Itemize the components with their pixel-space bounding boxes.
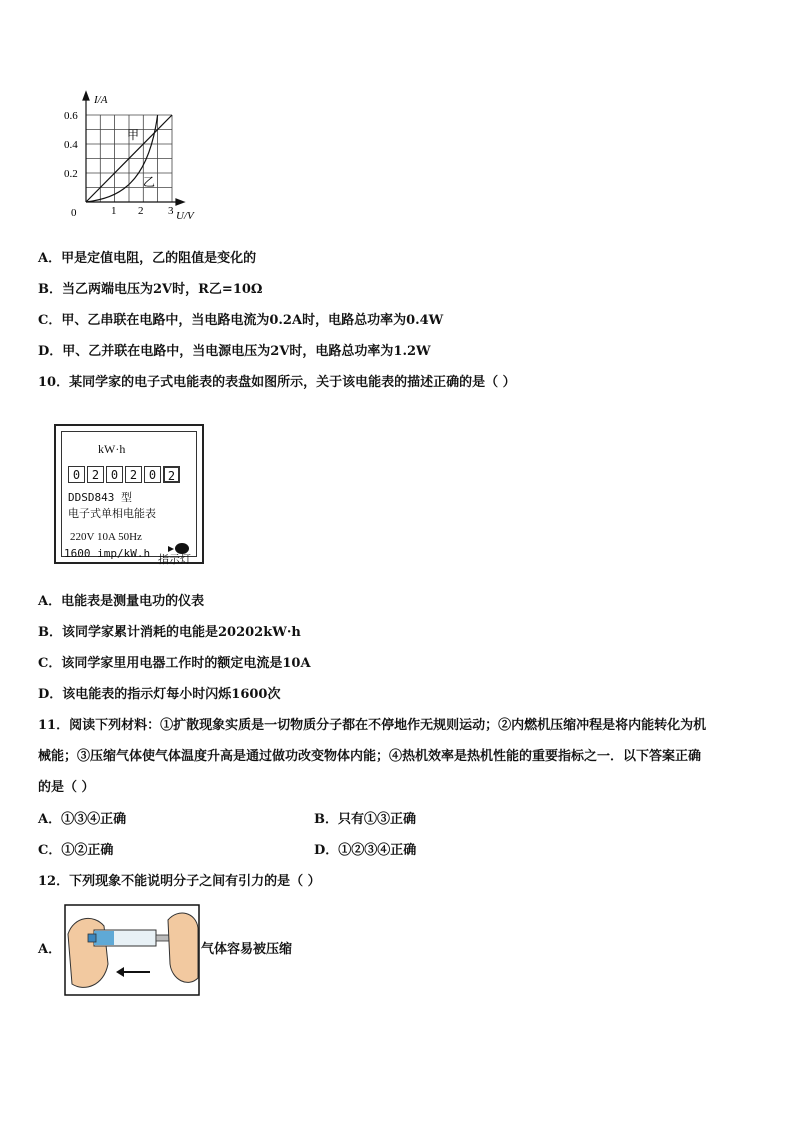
option-text: 甲是定值电阻，乙的阻值是变化的 [61, 251, 257, 266]
option-letter: B． [38, 282, 62, 297]
meter-unit: kW·h [98, 442, 126, 456]
meter-digit: 0 [106, 466, 123, 483]
y-tick-label: 0.6 [64, 110, 78, 122]
option-letter: C． [38, 313, 62, 328]
option-text: 该电能表的指示灯每小时闪烁1600次 [62, 687, 281, 702]
q11-option-d[interactable] [314, 843, 416, 859]
option-text: 电能表是测量电功的仪表 [61, 594, 205, 609]
q12-stem: 12．下列现象不能说明分子之间有引力的是（ ） [38, 874, 321, 889]
curve-jia-label: 甲 [127, 128, 140, 142]
q12-option-a-text[interactable]: 气体容易被压缩 [201, 942, 293, 957]
option-letter: A． [38, 594, 62, 609]
x-tick-label: 3 [168, 205, 174, 217]
q11-option-c[interactable] [38, 843, 113, 859]
option-letter: D． [38, 687, 63, 702]
meter-imp: 1600 imp/kW.h [64, 547, 151, 560]
option-letter: C． [38, 843, 62, 858]
y-tick-label: 0.2 [64, 168, 78, 180]
meter-ratings: 220V 10A 50Hz [70, 531, 142, 543]
q9-option-b[interactable] [38, 282, 263, 298]
y-axis-arrow-icon [83, 92, 89, 100]
x-axis-label: U/V [176, 210, 194, 222]
y-tick-label: 0.4 [64, 139, 78, 151]
option-letter: B． [314, 812, 338, 827]
option-text: 该同学家累计消耗的电能是20202kW·h [62, 625, 301, 640]
option-letter: D． [38, 344, 63, 359]
option-text: 甲、乙并联在电路中，当电源电压为2V时，电路总功率为1.2W [62, 344, 431, 359]
option-text: ①③④正确 [61, 812, 127, 827]
meter-digit: 0 [144, 466, 161, 483]
q10-option-d[interactable] [38, 687, 280, 703]
x-tick-label: 1 [111, 205, 117, 217]
meter-digit: 2 [87, 466, 104, 483]
option-text: 只有①③正确 [338, 812, 417, 827]
meter-digit: 0 [68, 466, 85, 483]
q10-option-b[interactable] [38, 625, 301, 641]
q9-option-c[interactable] [38, 313, 443, 329]
curve-yi-label: 乙 [143, 175, 156, 189]
q10-stem: 10．某同学家的电子式电能表的表盘如图所示，关于该电能表的描述正确的是（ ） [38, 375, 516, 390]
option-letter: D． [314, 843, 339, 858]
meter-digit: 2 [125, 466, 142, 483]
option-text: ①②③④正确 [338, 843, 417, 858]
meter-digit-row [68, 466, 182, 483]
meter-name: 电子式单相电能表 [68, 507, 156, 520]
option-letter: B． [38, 625, 62, 640]
x-tick-label: 2 [138, 205, 144, 217]
q9-option-d[interactable] [38, 344, 431, 360]
q11-option-a[interactable] [38, 812, 126, 828]
q10-option-a[interactable] [38, 594, 204, 610]
option-text: 该同学家里用电器工作时的额定电流是10A [61, 656, 311, 671]
meter-digit: 2 [163, 466, 180, 483]
q9-option-a[interactable] [38, 251, 256, 267]
option-letter: C． [38, 656, 62, 671]
meter-indicator-label: 指示灯 [158, 553, 191, 566]
q11-stem-line-3: 的是（ ） [38, 780, 95, 795]
option-letter: A． [38, 251, 62, 266]
option-text: ①②正确 [61, 843, 114, 858]
q10-option-c[interactable] [38, 656, 311, 672]
q11-stem-line-2: 械能；③压缩气体使气体温度升高是通过做功改变物体内能；④热机效率是热机性能的重要指标之一．以下答案正确 [38, 749, 702, 764]
iu-graph [58, 90, 208, 225]
option-letter: A． [38, 812, 62, 827]
y-axis-label: I/A [94, 94, 108, 106]
syringe-compression-illustration [64, 904, 200, 996]
origin-label: 0 [71, 207, 77, 219]
meter-model: DDSD843 型 [68, 491, 132, 504]
x-axis-arrow-icon [176, 199, 184, 205]
energy-meter-figure [54, 424, 204, 564]
q11-option-b[interactable] [314, 812, 416, 828]
q12-option-a-letter[interactable]: A． [38, 942, 62, 957]
option-text: 当乙两端电压为2V时，R乙=10Ω [62, 282, 263, 297]
q11-stem-line-1: 11．阅读下列材料：①扩散现象实质是一切物质分子都在不停地作无规则运动；②内燃机压缩冲程是将内能转化为机 [38, 718, 707, 733]
option-text: 甲、乙串联在电路中，当电路电流为0.2A时，电路总功率为0.4W [61, 313, 444, 328]
